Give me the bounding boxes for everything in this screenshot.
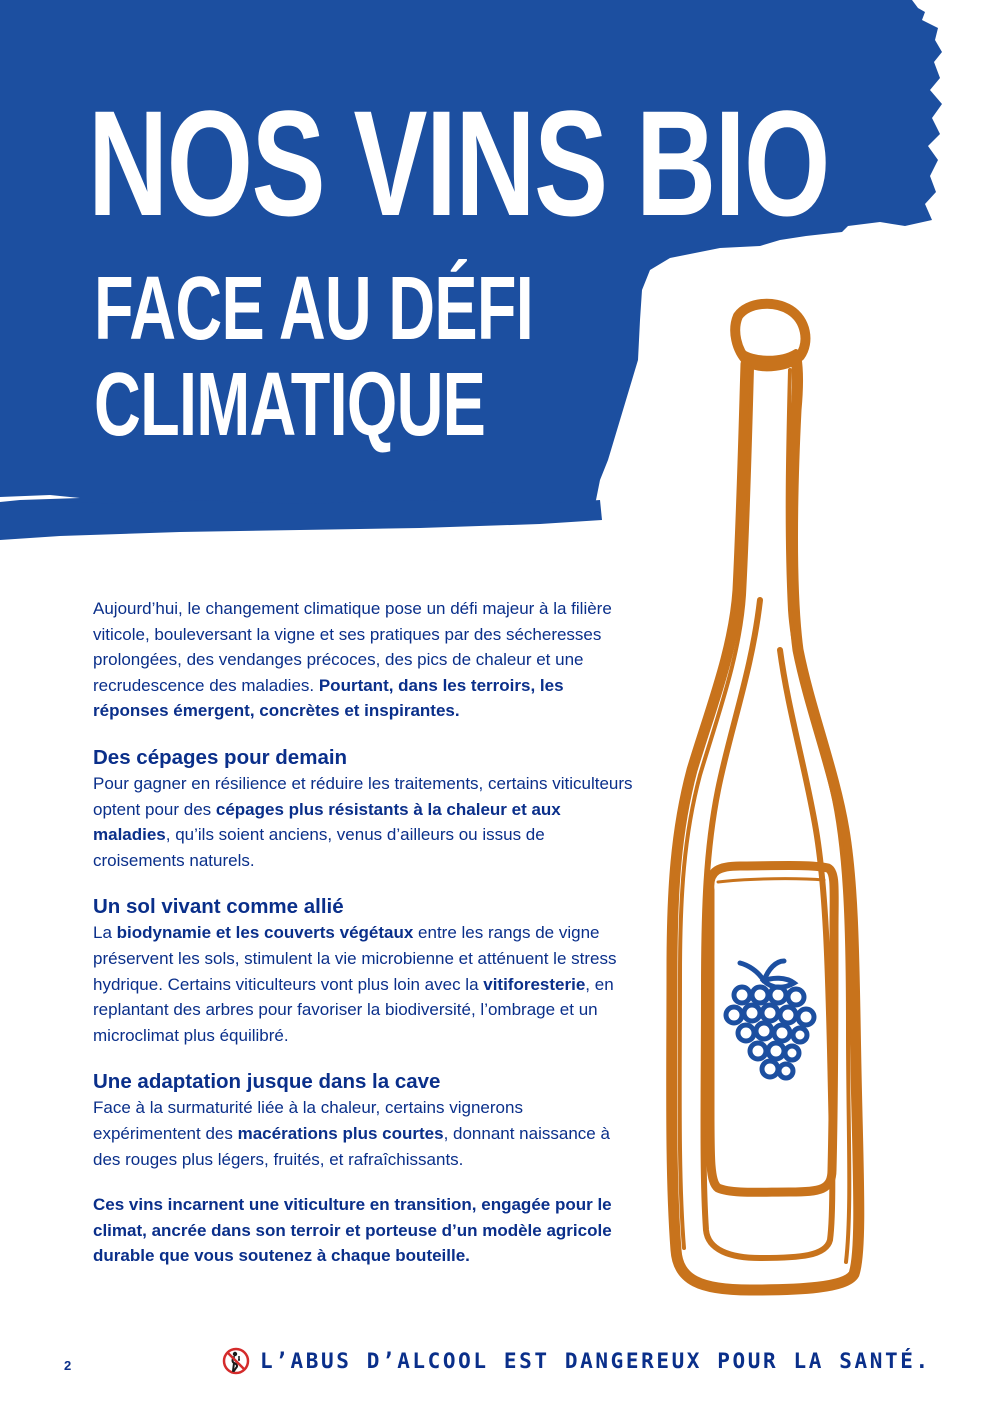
grape-icon [718,955,822,1090]
health-warning-text: L’ABUS D’ALCOOL EST DANGEREUX POUR LA SANTÉ. [260,1349,931,1373]
section-2-text-3: , en replantant des arbres pour favoriser la biodiversité, l’ombrage et un microclimat plus équilibré. [93,974,614,1045]
title-line-1: NOS VINS BIO [88,79,829,247]
section-3-text-2: , donnant naissance à des rouges plus légers, fruités, et rafraîchissants. [93,1123,610,1169]
section-2-text-1: La [93,923,117,943]
section-2-text-2: entre les rangs de vigne préservent les sols, stimulent la vie microbienne et atténuent le stress hydrique. Certains viticulteurs vont plus loin avec la [93,923,617,994]
intro-paragraph [93,596,633,724]
no-alcohol-pregnant-icon [222,1347,250,1375]
section-1-heading: Des cépages pour demain [93,745,348,769]
section-1-paragraph [93,771,633,873]
section-1-text-1: Pour gagner en résilience et réduire les traitements, certains viticulteurs optent pour des [93,773,633,819]
section-2-bold-1: biodynamie et les couverts végétaux [116,923,414,943]
section-2-paragraph [93,920,633,1048]
intro-bold: Pourtant, dans les terroirs, les réponses émergent, concrètes et inspirantes. [93,675,564,721]
title-line-3: CLIMATIQUE [94,355,486,455]
section-1-text-2: , qu’ils soient anciens, venus d’ailleurs ou issus de croisements naturels. [93,825,545,870]
section-3-bold-1: macérations plus courtes [237,1123,444,1143]
section-3-heading: Une adaptation jusque dans la cave [93,1070,441,1094]
intro-text: Aujourd’hui, le changement climatique pose un défi majeur à la filière viticole, bouleversant la vigne et ses pratiques par des sécheresses prolongées, des vendanges précoces, des pics de chaleur et une recrudescence des maladies. [93,599,612,695]
article-body [93,596,633,1269]
page-number: 2 [64,1358,72,1373]
section-3-paragraph [93,1095,633,1172]
section-2-bold-2: vitiforesterie [483,974,586,994]
section-3-text-1: Face à la surmaturité liée à la chaleur, certains vignerons expérimentent des [93,1098,523,1143]
section-2-heading: Un sol vivant comme allié [93,895,344,919]
health-warning-footer [222,1346,931,1376]
closing-paragraph: Ces vins incarnent une viticulture en transition, engagée pour le climat, ancrée dans son terroir et porteuse d’un modèle agricole durable que vous soutenez à chaque bouteille. [93,1195,612,1266]
wine-bottle-illustration [640,290,880,1310]
section-1-bold-1: cépages plus résistants à la chaleur et aux maladies [93,799,561,845]
title-line-2: FACE AU DÉFI [94,259,533,359]
